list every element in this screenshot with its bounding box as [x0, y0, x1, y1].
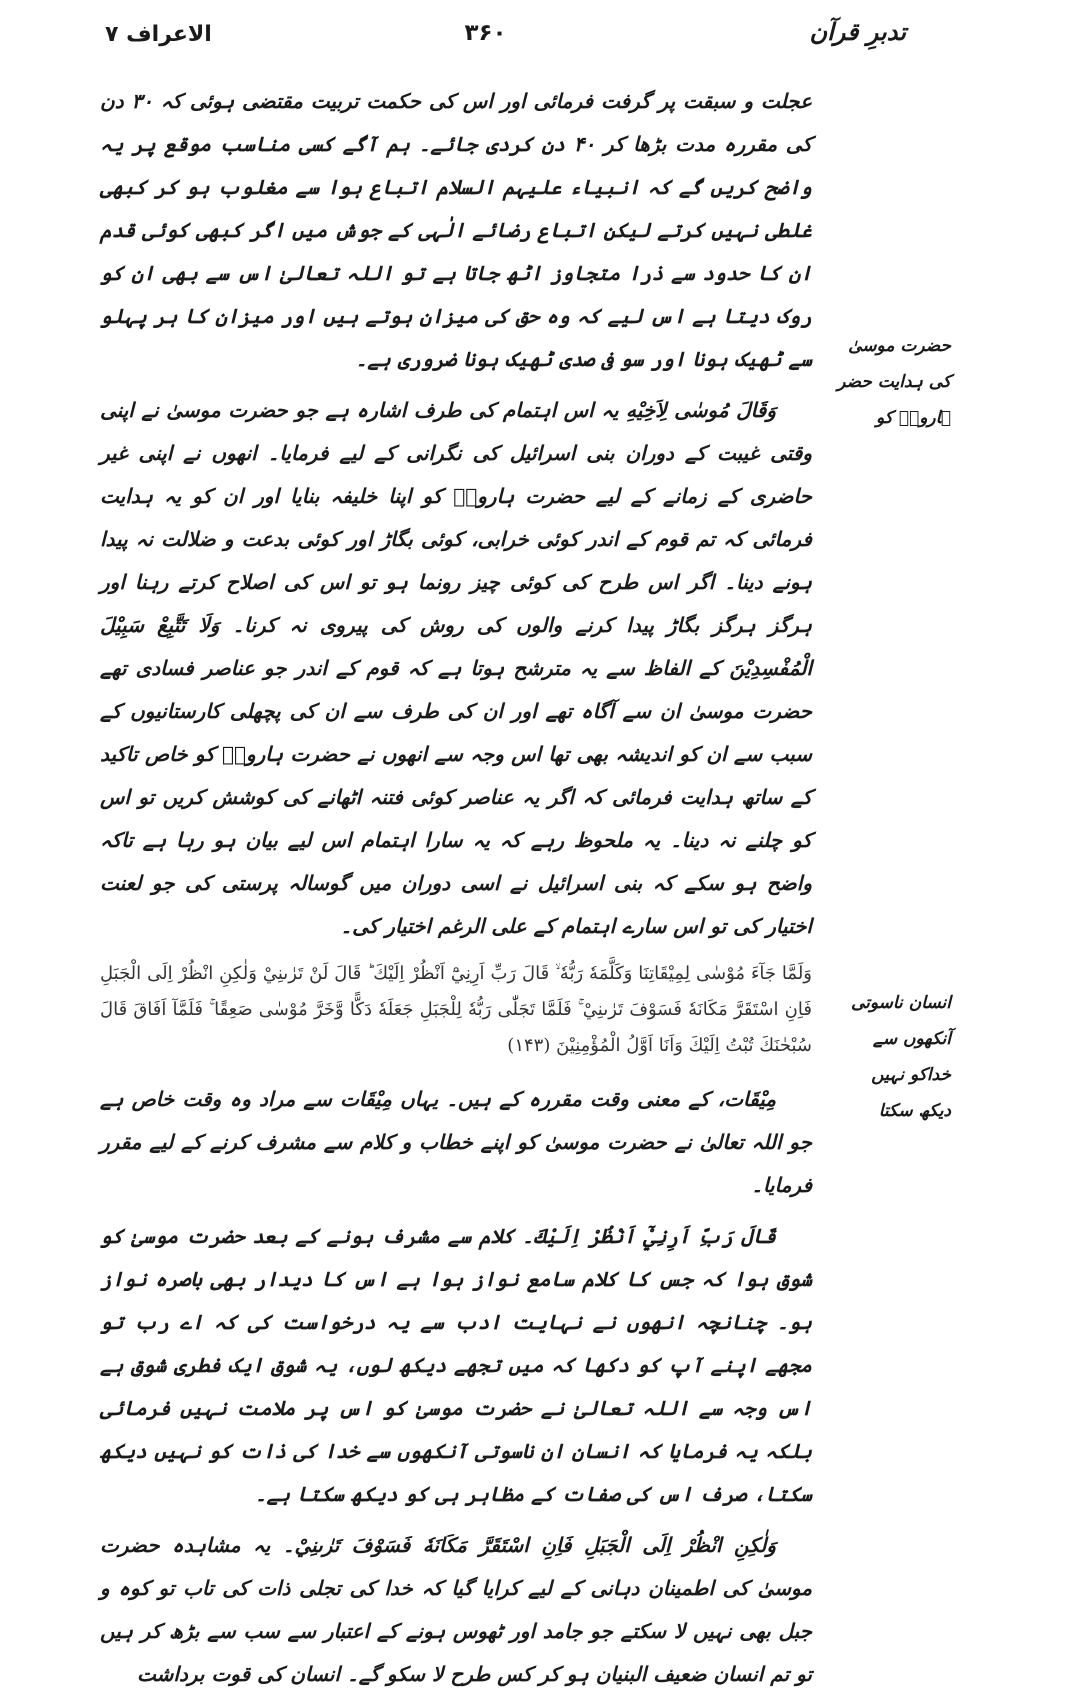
paragraph-continuation: عجلت و سبقت پر گرفت فرمائی اور اس کی حکمت تربیت مقتضی ہوئی کہ ۳۰ دن کی مقررہ مدت بڑھا کر ۴۰ دن کردی جائے۔ ہم آگے کسی مناسب موقع پر یہ واضح کریں گے کہ انبیاء علیہم السلام اتباع ہوا سے مغلوب ہو کر کبھی غلطی نہیں کرتے لیکن اتباع رضائے الٰہی کے جوش میں اگر کبھی کوئی قدم ان کا حدود سے ذرا متجاوز اٹھ جاتا ہے تو اللہ تعالیٰ اس سے بھی ان کو روک دیتا ہے اس لیے کہ وہ حق کی میزان ہوتے ہیں اور میزان کا ہر پہلو سے ٹھیک ہونا اور سو فی صدی ٹھیک ہونا ضروری ہے۔: [100, 89, 812, 371]
paragraph-musa-brother: وَقَالَ مُوسٰى لِاَخِيْهِ یہ اس اہتمام کی طرف اشارہ ہے جو حضرت موسیٰ نے اپنی وقتی غیبت کے دوران بنی اسرائیل کی نگرانی کے لیے فرمایا۔ انھوں نے اپنی غیر حاضری کے زمانے کے لیے حضرت ہارونؑ کو اپنا خلیفہ بنایا اور ان کو یہ ہدایت فرمائی کہ تم قوم کے اندر کوئی خرابی، کوئی بگاڑ اور کوئی بدعت و ضلالت نہ پیدا ہونے دینا۔ اگر اس طرح کی کوئی چیز رونما ہو تو اس کی اصلاح کرتے رہنا اور ہرگز ہرگز بگاڑ پیدا کرنے والوں کی روش کی پیروی نہ کرنا۔ وَلَا تَتَّبِعْ سَبِيْلَ الْمُفْسِدِيْنَ کے الفاظ سے یہ مترشح ہوتا ہے کہ قوم کے اندر جو عناصر فسادی تھے حضرت موسیٰ ان سے آگاہ تھے اور ان کی طرف سے ان کی پچھلی کارستانیوں کے سبب سے ان کو اندیشہ بھی تھا اس وجہ سے انھوں نے حضرت ہارونؑ کو خاص تاکید کے ساتھ ہدایت فرمائی کہ اگر یہ عناصر کوئی فتنہ اٹھانے کی کوشش کریں تو اس کو چلنے نہ دینا۔ یہ ملحوظ رہے کہ یہ سارا اہتمام اس لیے بیان ہو رہا ہے تاکہ واضح ہو سکے کہ بنی اسرائیل نے اسی دوران میں گوسالہ پرستی کی جو لعنت اختیار کی تو اس سارے اہتمام کے علی الرغم اختیار کی۔: [100, 398, 812, 938]
margin-note-line: ہارونؑ کو: [876, 408, 951, 428]
book-title: تدبرِ قرآن: [809, 18, 906, 46]
margin-note-line: حضرت موسیٰ: [848, 336, 951, 356]
quran-verse-143: وَلَمَّا جَآءَ مُوْسٰى لِمِيْقَاتِنَا وَكَلَّمَهٗ رَبُّهٗ ۙ قَالَ رَبِّ اَرِنِيْٓ اَنْظُرْ اِلَيْكَ ؕ قَالَ لَنْ تَرٰىنِيْ وَلٰكِنِ انْظُرْ اِلَى الْجَبَلِ فَاِنِ اسْتَقَرَّ مَكَانَهٗ فَسَوْفَ تَرٰىنِيْ ۚ فَلَمَّا تَجَلّٰى رَبُّهٗ لِلْجَبَلِ جَعَلَهٗ دَكًّا وَّخَرَّ مُوْسٰى صَعِقًا ۚ فَلَمَّآ اَفَاقَ قَالَ سُبْحٰنَكَ تُبْتُ اِلَيْكَ وَاَنَا اَوَّلُ الْمُؤْمِنِيْنَ (۱۴۳): [100, 963, 812, 1056]
margin-note-line: انسان ناسوتی: [850, 993, 951, 1013]
paragraph-arini: قَالَ رَبِّ اَرِنِيْٓ اَنْظُرْ اِلَيْكَ۔ کلام سے مشرف ہونے کے بعد حضرت موسیٰ کو شوق ہوا کہ جس کا کلام سامع نواز ہوا ہے اس کا دیدار بھی باصرہ نواز ہو۔ چنانچہ انھوں نے نہایت ادب سے یہ درخواست کی کہ اے رب تو مجھے اپنے آپ کو دکھا کہ میں تجھے دیکھ لوں، یہ شوق ایک فطری شوق ہے اس وجہ سے اللہ تعالیٰ نے حضرت موسیٰ کو اس پر ملامت نہیں فرمائی بلکہ یہ فرمایا کہ انسان ان ناسوتی آنکھوں سے خدا کی ذات کو نہیں دیکھ سکتا، صرف اس کی صفات کے مظاہر ہی کو دیکھ سکتا ہے۔: [100, 1224, 812, 1506]
margin-note-line: کی ہدایت حضر: [837, 372, 951, 392]
paragraph-mountain: وَلٰكِنِ انْظُرْ اِلَى الْجَبَلِ فَاِنِ اسْتَقَرَّ مَكَانَهٗ فَسَوْفَ تَرٰىنِيْ۔ یہ مشاہدہ حضرت موسیٰ کی اطمینان دہانی کے لیے کرایا گیا کہ خدا کی تجلی ذات کی تاب تو کوہ و جبل بھی نہیں لا سکتے جو جامد اور ٹھوس ہونے کے اعتبار سے سب سے بڑھ کر ہیں تو تم انسان ضعیف البنیان ہو کر کس طرح لا سکو گے۔ انسان کی قوت برداشت: [100, 1533, 812, 1686]
page-number: ۳۶۰: [464, 20, 507, 46]
margin-note-musa-instruction: [837, 328, 951, 436]
margin-note-line: خداکو نہیں: [871, 1065, 951, 1085]
surah-name: الاعراف ۷: [105, 22, 212, 47]
paragraph-miqat: مِيْقَات، کے معنی وقت مقررہ کے ہیں۔ یہاں مِيْقَات سے مراد وہ وقت خاص ہے جو اللہ تعالیٰ نے حضرت موسیٰ کو اپنے خطاب و کلام سے مشرف کرنے کے لیے مقرر فرمایا۔: [100, 1087, 812, 1197]
margin-note-line: دیکھ سکتا: [878, 1101, 951, 1121]
body-text: [100, 80, 812, 1696]
margin-note-line: آنکھوں سے: [872, 1029, 951, 1049]
margin-note-vision-of-god: [850, 985, 951, 1129]
running-head: [105, 18, 906, 58]
